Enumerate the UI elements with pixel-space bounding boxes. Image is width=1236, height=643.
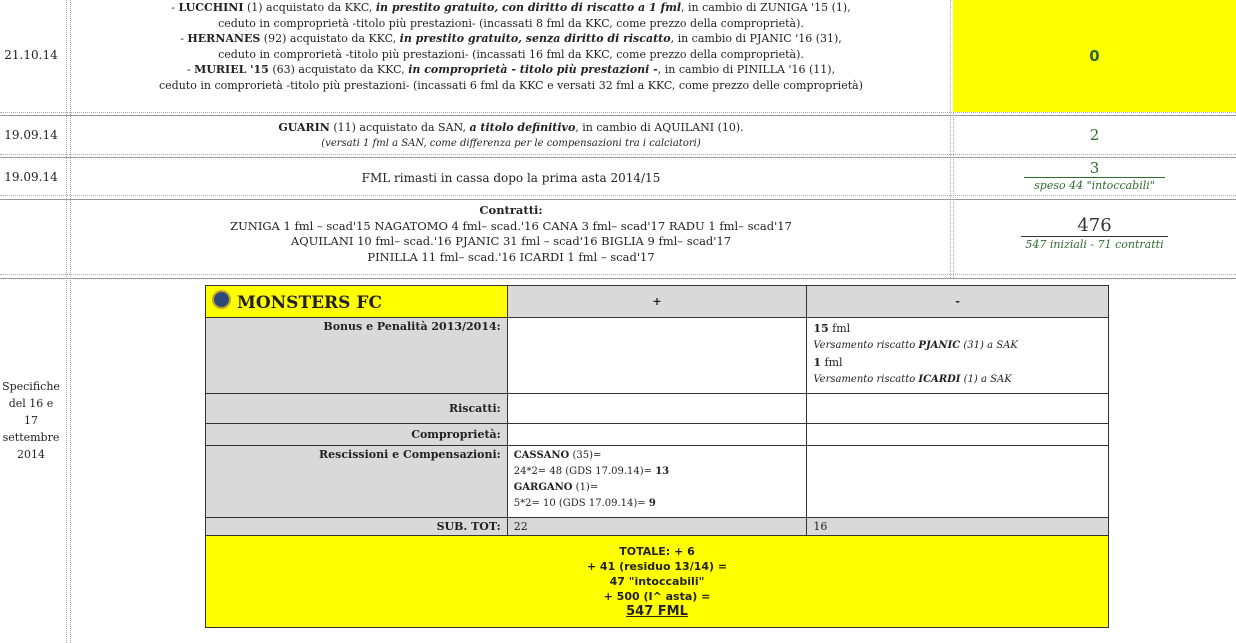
transfer-details xyxy=(70,0,952,93)
spec-date-line: del 16 e xyxy=(8,397,54,410)
line-text: (63) acquistato da KKC, xyxy=(268,63,409,76)
note-player: PJANIC xyxy=(918,340,961,351)
balance-value: 0 xyxy=(953,0,1236,112)
subtot-plus: 22 xyxy=(507,518,807,536)
bonus-entry xyxy=(813,320,1102,337)
riscatti-minus xyxy=(807,394,1109,424)
note-text: Versamento riscatto xyxy=(813,340,919,351)
line-text: (92) acquistato da KKC, xyxy=(260,32,400,45)
balance-note: speso 44 "intoccabili" xyxy=(1024,177,1165,192)
team-balance-table xyxy=(205,285,1109,628)
player-name: MURIEL '15 xyxy=(194,63,269,76)
team-header-row xyxy=(206,286,1109,318)
resc-minus xyxy=(807,446,1109,518)
team-name: MONSTERS FC xyxy=(237,293,382,313)
totale-cell xyxy=(206,536,1109,628)
line-text: , in cambio di PJANIC '16 (31), xyxy=(670,32,842,45)
transfer-line xyxy=(70,31,952,47)
row-text: FML rimasti in cassa dopo la prima asta 2014/15 xyxy=(361,171,661,185)
bonus-label: Bonus e Penalità 2013/2014: xyxy=(206,318,508,394)
line-text: , in cambio di PINILLA '16 (11), xyxy=(657,63,836,76)
balance-cell xyxy=(953,159,1236,192)
line-prefix: - xyxy=(180,32,188,45)
bonus-amount: 15 xyxy=(813,322,829,335)
resc-row xyxy=(206,446,1109,518)
totale-line: TOTALE: + 6 xyxy=(619,545,695,558)
transfer-details xyxy=(70,120,952,151)
spec-date-line: 17 xyxy=(24,414,38,427)
bonus-plus xyxy=(507,318,807,394)
resc-result: 9 xyxy=(648,498,656,509)
totale-line: + 500 (I^ asta) = xyxy=(603,590,711,603)
transfer-line xyxy=(70,120,952,136)
row-date: 19.09.14 xyxy=(4,128,58,142)
bonus-note xyxy=(813,337,1102,354)
resc-text: (1)= xyxy=(572,482,599,493)
line-text: (11) acquistato da SAN, xyxy=(329,121,470,134)
compro-plus xyxy=(507,424,807,446)
resc-calc xyxy=(514,496,801,512)
riscatti-plus xyxy=(507,394,807,424)
bonus-note xyxy=(813,371,1102,388)
player-name: LUCCHINI xyxy=(178,1,244,14)
row-date: 21.10.14 xyxy=(4,48,58,62)
contracts-line: ZUNIGA 1 fml – scad'15 NAGATOMO 4 fml– scad.'16 CANA 3 fml– scad'17 RADU 1 fml– scad'17 xyxy=(230,218,792,233)
row-date: 19.09.14 xyxy=(4,170,58,184)
transfer-line xyxy=(70,0,952,16)
compro-row xyxy=(206,424,1109,446)
resc-result: 13 xyxy=(655,466,670,477)
totale-line: + 41 (residuo 13/14) = xyxy=(586,560,728,573)
contracts-line: AQUILANI 10 fml– scad.'16 PJANIC 31 fml – scad'16 BIGLIA 9 fml– scad'17 xyxy=(290,234,732,248)
spec-date-line: settembre xyxy=(2,431,60,444)
resc-label: Rescissioni e Compensazioni: xyxy=(206,446,508,518)
team-name-cell xyxy=(206,286,508,318)
balance-cell xyxy=(953,215,1236,251)
note-text: Versamento riscatto xyxy=(813,374,919,385)
transfer-line xyxy=(70,62,952,78)
riscatti-row xyxy=(206,394,1109,424)
transfer-type: in comproprietà - titolo più prestazioni - xyxy=(408,63,658,76)
resc-text: 24*2= 48 (GDS 17.09.14)= xyxy=(513,466,656,477)
bonus-minus xyxy=(807,318,1109,394)
transfer-type: in prestito gratuito, senza diritto di riscatto xyxy=(399,32,671,45)
contracts-heading: Contratti: xyxy=(479,203,543,217)
riscatti-label: Riscatti: xyxy=(206,394,508,424)
player-name: GUARIN xyxy=(278,121,330,134)
bonus-unit: fml xyxy=(821,356,843,369)
resc-plus xyxy=(507,446,807,518)
compro-label: Comproprietà: xyxy=(206,424,508,446)
contracts-line: PINILLA 11 fml– scad.'16 ICARDI 1 fml – scad'17 xyxy=(367,249,655,264)
spec-date-line: 2014 xyxy=(17,448,45,461)
line-text: , in cambio di ZUNIGA '15 (1), xyxy=(681,1,851,14)
resc-text: 5*2= 10 (GDS 17.09.14)= xyxy=(513,498,649,509)
plus-header: + xyxy=(507,286,807,318)
balance-value: 3 xyxy=(1089,159,1100,177)
resc-player: CASSANO xyxy=(513,450,570,461)
transfer-type: in prestito gratuito, con diritto di riscatto a 1 fml xyxy=(375,1,682,14)
subtot-minus: 16 xyxy=(807,518,1109,536)
transfer-type: a titolo definitivo xyxy=(469,121,576,134)
line-prefix: - xyxy=(171,1,179,14)
balance-value: 2 xyxy=(1089,126,1100,144)
subtot-row xyxy=(206,518,1109,536)
player-name: HERNANES xyxy=(187,32,261,45)
resc-entry xyxy=(514,480,801,496)
note-text: (31) a SAK xyxy=(960,340,1018,351)
compro-minus xyxy=(807,424,1109,446)
note-player: ICARDI xyxy=(918,374,961,385)
team-logo-icon xyxy=(212,290,231,309)
totale-final: 547 FML xyxy=(626,604,688,619)
spec-date-line: Specifiche xyxy=(2,380,60,393)
bonus-entry xyxy=(813,354,1102,371)
note-text: (1) a SAK xyxy=(960,374,1012,385)
transfer-line: ceduto in comproprietà -titolo più prestazioni- (incassati 8 fml da KKC, come prezzo della comproprietà). xyxy=(218,16,804,30)
totale-line: 47 "intoccabili" xyxy=(609,575,705,588)
balance-value: 476 xyxy=(1077,215,1112,236)
transfer-line: ceduto in comprorietà -titolo più prestazioni- (incassati 6 fml da KKC e versati 32 fml a KKC, come prezzo delle comproprietà) xyxy=(159,78,863,92)
resc-player: GARGANO xyxy=(513,482,573,493)
bonus-amount: 1 xyxy=(813,356,821,369)
resc-text: (35)= xyxy=(569,450,602,461)
line-text: , in cambio di AQUILANI (10). xyxy=(575,121,744,134)
resc-entry xyxy=(514,448,801,464)
spec-date xyxy=(0,378,62,463)
line-prefix: - xyxy=(186,63,195,76)
subtot-label: SUB. TOT: xyxy=(206,518,508,536)
transfer-line: ceduto in comprorietà -titolo più prestazioni- (incassati 16 fml da KKC, come prezzo della comproprietà). xyxy=(218,47,804,61)
line-text: (1) acquistato da KKC, xyxy=(243,1,376,14)
bonus-row xyxy=(206,318,1109,394)
totale-row xyxy=(206,536,1109,628)
bonus-unit: fml xyxy=(828,322,851,335)
balance-note: 547 iniziali - 71 contratti xyxy=(1021,236,1167,251)
minus-header: - xyxy=(807,286,1109,318)
transfer-note: (versati 1 fml a SAN, come differenza per le compensazioni tra i calciatori) xyxy=(321,137,701,149)
contracts xyxy=(70,203,952,265)
resc-calc xyxy=(514,464,801,480)
